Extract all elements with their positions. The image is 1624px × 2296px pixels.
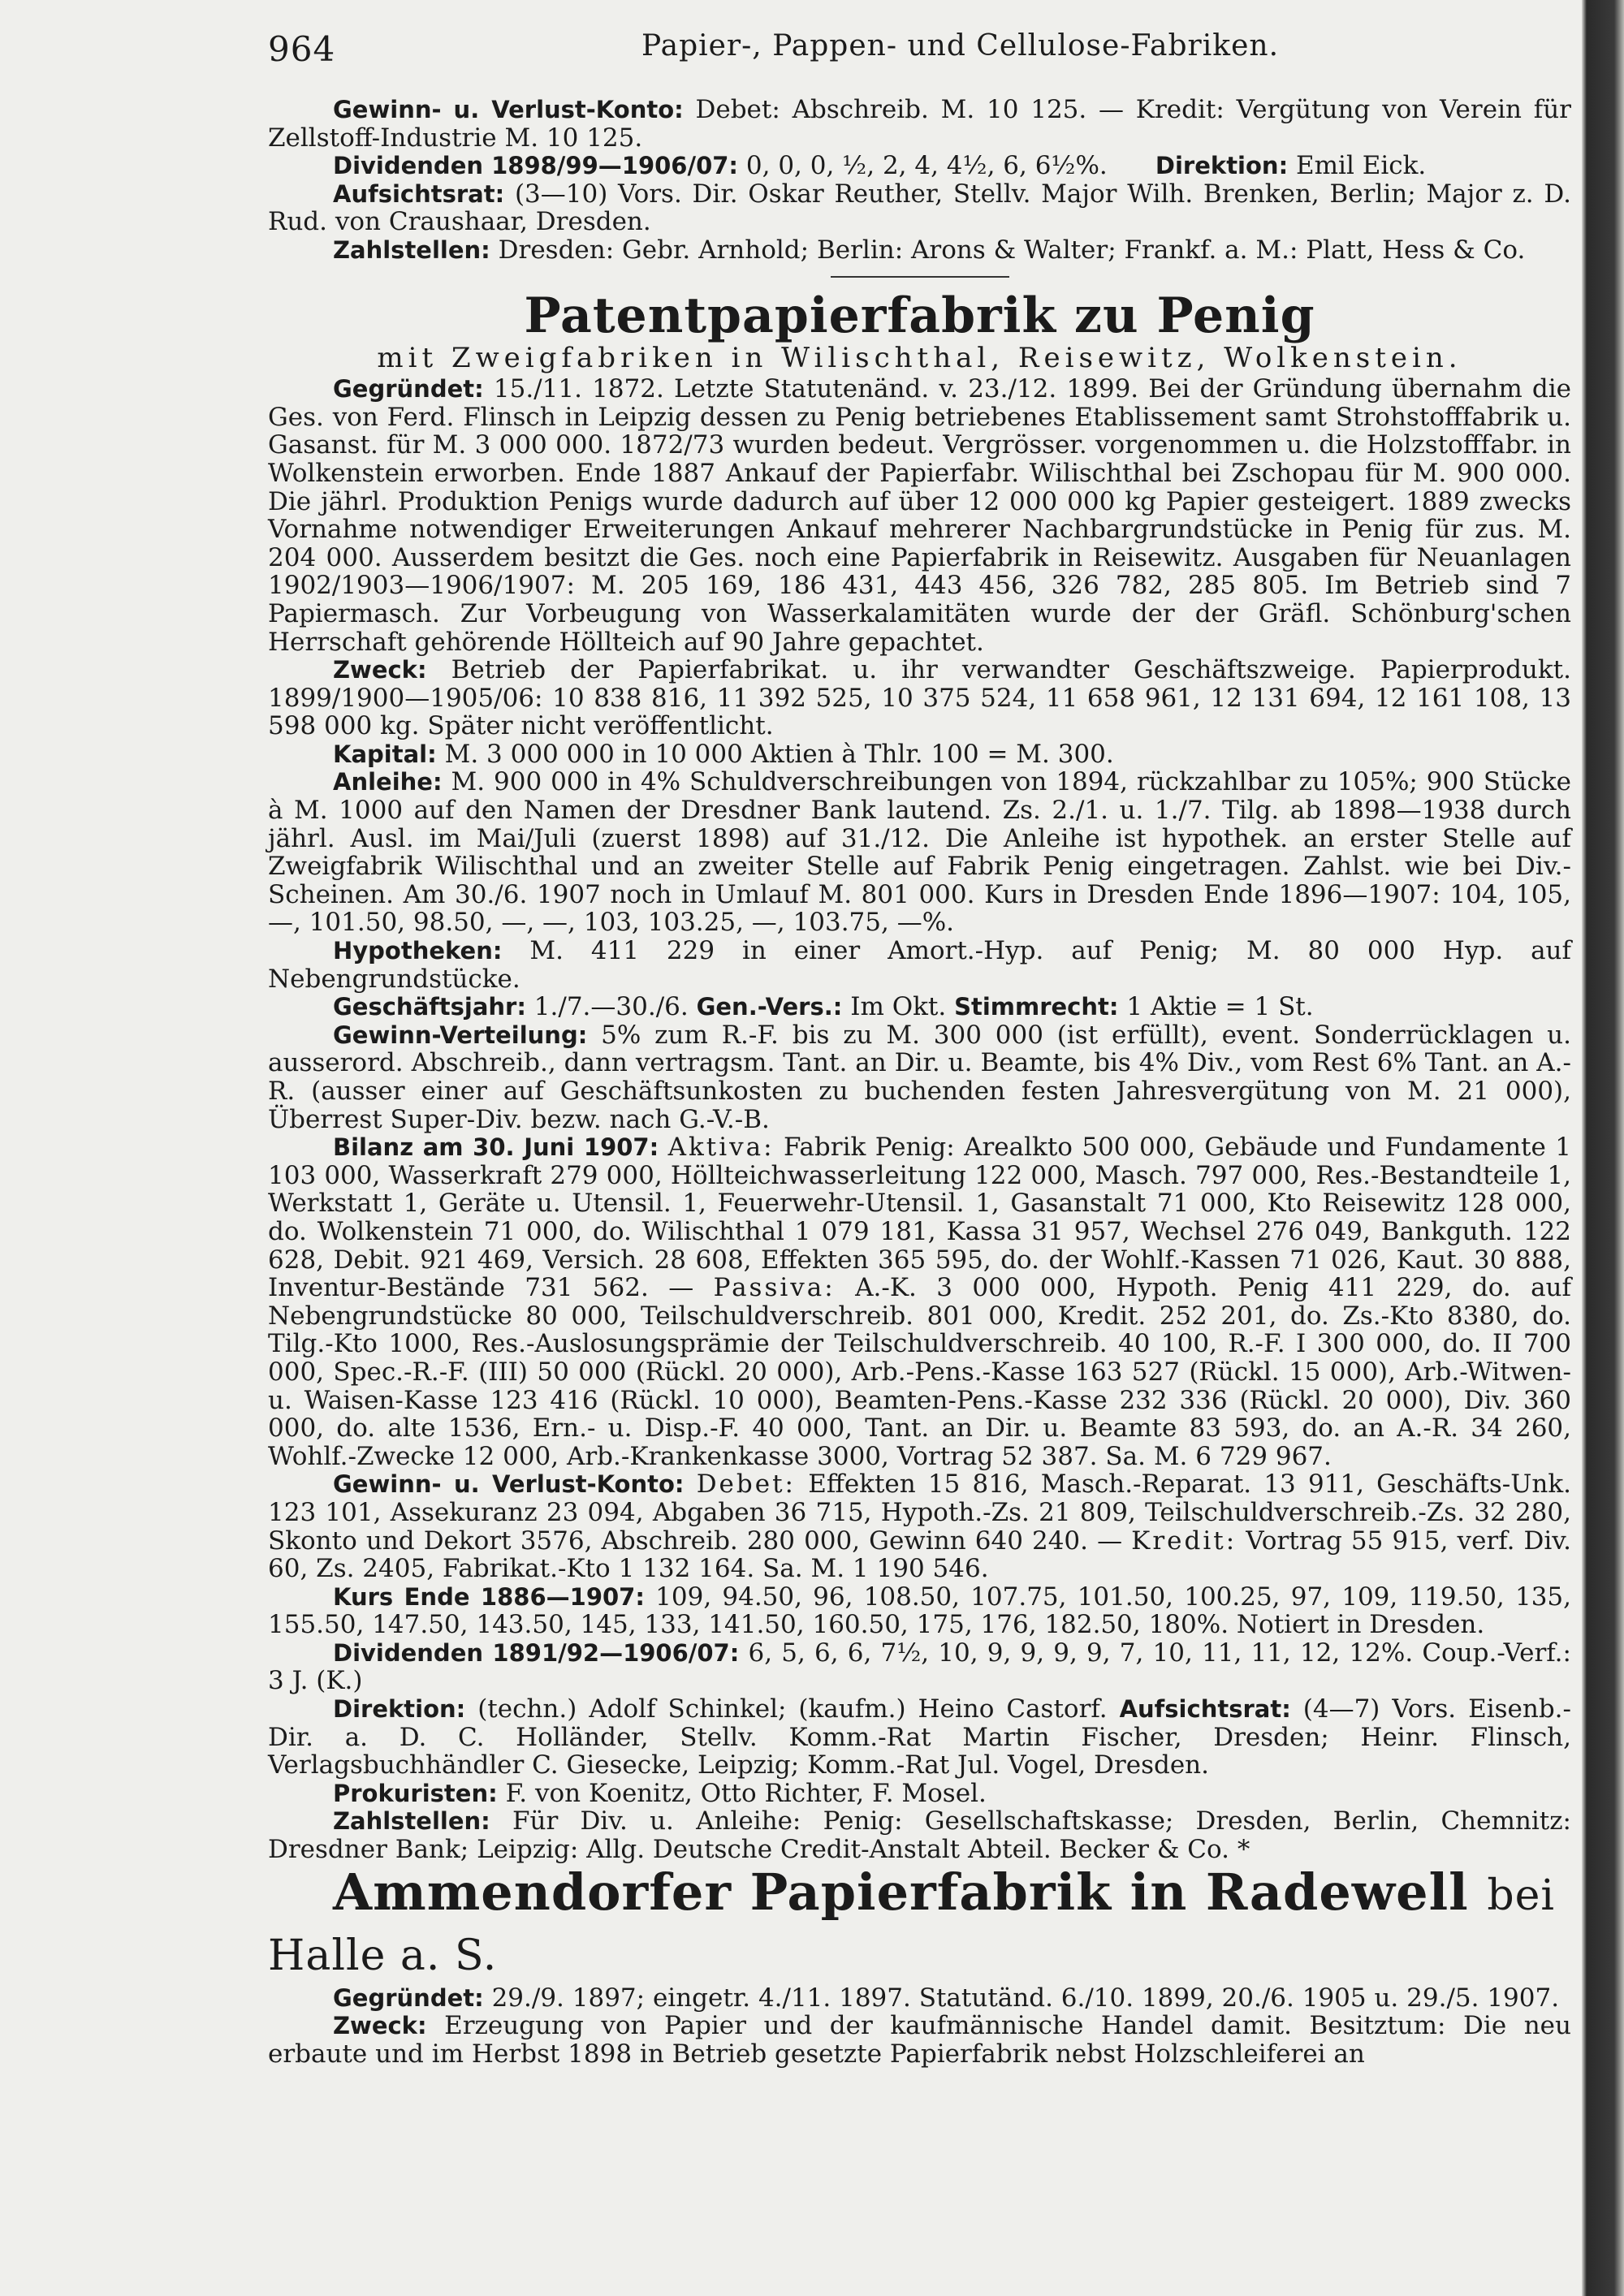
section-text: 15./11. 1872. Letzte Statutenänd. v. 23./12. 1899. Bei der Gründung übernahm die Ges. von Ferd. Flinsch in Leipzig dessen zu Penig betriebenes Etablissement samt Strohstofffabrik u. Gasanst. für M. 3 000 000. 1872/73 wurden bedeut. Vergrösser. vorgenommen u. die Holzstofffabr. in Wolkenstein erworben. Ende 1887 Ankauf der Papierfabr. Wilischthal bei Zschopau für M. 900 000. Die jährl. Produktion Penigs wurde dadurch auf über 12 000 000 kg Papier gesteigert. 1889 zwecks Vornahme notwendiger Erweiterungen Ankauf mehrerer Nachbargrundstücke in Penig für zus. M. 204 000. Ausserdem besitzt die Ges. noch eine Papierfabrik in Reisewitz. Ausgaben für Neuanlagen 1902/1903—1906/1907: M. 205 169, 186 431, 443 456, 326 782, 285 805. Im Betrieb sind 7 Papiermasch. Zur Vorbeugung von Wasserkalamitäten wurde der der Gräfl. Schönburg'schen Herrschaft gehörende Höllteich auf 90 Jahre gepachtet. (268, 374, 1572, 657)
running-title: Papier-, Pappen- und Cellulose-Fabriken. (641, 29, 1280, 63)
zweck-2 (268, 2012, 1571, 2068)
section-label: Geschäftsjahr: (333, 993, 526, 1021)
section-text: 109, 94.50, 96, 108.50, 107.75, 101.50, 100.25, 97, 109, 119.50, 135, 155.50, 147.50, 143.50, 145, 133, 141.50, 160.50, 175, 176, 182.50, 180%. Notiert in Dresden. (268, 1582, 1571, 1640)
section-label: Kurs Ende 1886—1907: (333, 1582, 645, 1611)
section-text: (4—7) Vors. Eisenb.-Dir. a. D. C. Holländer, Stellv. Komm.-Rat Martin Fischer, Dresden; Heinr. Flinsch, Verlagsbuchhändler C. Giesecke, Leipzig; Komm.-Rat Jul. Vogel, Dresden. (268, 1694, 1572, 1780)
section-text: Betrieb der Papierfabrikat. u. ihr verwandter Geschäftszweige. Papierprodukt. 1899/1900—1905/06: 10 838 816, 11 392 525, 10 375 524, 11 658 961, 12 131 694, 12 161 108, 13 598 000 kg. Später nicht veröffentlicht. (268, 655, 1571, 741)
passiva-label: Passiva: (713, 1273, 836, 1303)
hypotheken (268, 937, 1571, 993)
section-label: Zahlstellen: (333, 235, 490, 264)
direktion (268, 1695, 1571, 1780)
section-text: F. von Koenitz, Otto Richter, F. Mosel. (505, 1778, 987, 1808)
zweck (268, 656, 1571, 740)
section-label: Aufsichtsrat: (333, 179, 505, 208)
section-text: 1./7.—30./6. (533, 992, 689, 1022)
section-label: Zweck: (333, 656, 427, 684)
section-label: Gegründet: (333, 375, 484, 404)
entry-title-main: Ammendorfer Papierfabrik in Radewell (333, 1862, 1469, 1922)
scan-edge-shadow (1582, 0, 1624, 2296)
section-label: Gewinn- u. Verlust-Konto: (333, 1470, 685, 1499)
section-label: Anleihe: (333, 768, 443, 796)
separator-rule (831, 276, 1009, 278)
section-text: M. 900 000 in 4% Schuldverschreibungen von 1894, rückzahlbar zu 105%; 900 Stücke à M. 1000 auf den Namen der Dresdner Bank lautend. Zs. 2./1. u. 1./7. Tilg. ab 1898—1938 durch jährl. Ausl. im Mai/Juli (zuerst 1898) auf 31./12. Die Anleihe ist hypothek. an erster Stelle auf Zweigfabrik Wilischthal und an zweiter Stelle auf Fabrik Penig eingetragen. Zahlst. wie bei Div.-Scheinen. Am 30./6. 1907 noch in Umlauf M. 801 000. Kurs in Dresden Ende 1896—1907: 104, 105, —, 101.50, 98.50, —, —, 103, 103.25, —, 103.75, —%. (268, 767, 1571, 938)
debet-label: Debet: (696, 1470, 796, 1500)
section-text: Erzeugung von Papier und der kaufmännische Handel damit. Besitztum: Die neu erbaute und im Herbst 1898 in Betrieb gesetzte Papierfabrik nebst Holzschleiferei an (268, 2011, 1571, 2069)
section-label: Dividenden 1898/99—1906/07: (333, 152, 739, 180)
section-text: (3—10) Vors. Dir. Oskar Reuther, Stellv. Major Wilh. Brenken, Berlin; Major z. D. Rud. von Craushaar, Dresden. (268, 179, 1571, 237)
section-text: Dresden: Gebr. Arnhold; Berlin: Arons & Walter; Frankf. a. M.: Platt, Hess & Co. (498, 235, 1526, 265)
section-text: Für Div. u. Anleihe: Penig: Gesellschaftskasse; Dresden, Berlin, Chemnitz: Dresdner Bank; Leipzig: Allg. Deutsche Credit-Anstalt Abteil. Becker & Co. * (268, 1806, 1571, 1865)
kapital (268, 740, 1571, 769)
section-text: M. 3 000 000 in 10 000 Aktien à Thlr. 100 = M. 300. (444, 739, 1114, 769)
section-label: Aufsichtsrat: (1119, 1695, 1291, 1724)
bilanz (268, 1133, 1571, 1470)
gewinn-verteilung (268, 1021, 1571, 1133)
section-text: Im Okt. (850, 992, 947, 1022)
geschaeftsjahr (268, 993, 1571, 1021)
section-text: Effekten 15 816, Masch.-Reparat. 13 911, Geschäfts-Unk. 123 101, Assekuranz 23 094, Abgaben 36 715, Hypoth.-Zs. 21 809, Teilschuldverschreib.-Zs. 32 280, Skonto und Dekort 3576, Abschreib. 280 000, Gewinn 640 240. — (268, 1470, 1572, 1556)
section-text: Emil Eick. (1296, 151, 1427, 181)
section-label: Kapital: (333, 740, 437, 768)
section-label: Dividenden 1891/92—1906/07: (333, 1638, 740, 1667)
section-label: Prokuristen: (333, 1779, 498, 1807)
section-text: Debet: Abschreib. M. 10 125. — Kredit: Vergütung von Verein für Zellstoff-Industrie M. 10 125. (268, 95, 1571, 153)
section-label: Hypotheken: (333, 937, 503, 965)
gewinn-verlust-konto (268, 1470, 1571, 1582)
section-label: Stimmrecht: (954, 993, 1119, 1021)
section-label: Direktion: (333, 1695, 466, 1724)
section-text: 0, 0, 0, ½, 2, 4, 4½, 6, 6½%. (745, 151, 1108, 181)
section-text: 6, 5, 6, 6, 7½, 10, 9, 9, 9, 9, 7, 10, 11, 11, 12, 12%. Coup.-Verf.: 3 J. (K.) (268, 1638, 1571, 1696)
gegruendet (268, 375, 1571, 656)
page-content (268, 96, 1571, 2068)
entry-title: Patentpapierfabrik zu Penig (524, 287, 1315, 344)
entry-title-rest: bei Halle a. S. (268, 1871, 1556, 1980)
page-number: 964 (268, 29, 336, 69)
section-label: Gewinn- u. Verlust-Konto: (333, 96, 684, 123)
kurs (268, 1583, 1571, 1639)
dividenden (268, 1639, 1571, 1695)
section-label: Gen.-Vers.: (696, 993, 843, 1021)
section-label: Gegründet: (333, 1983, 484, 2012)
gegruendet-2 (268, 1984, 1571, 2013)
prev-aufsichtsrat (268, 180, 1571, 236)
section-text: 29./9. 1897; eingetr. 4./11. 1897. Statutänd. 6./10. 1899, 20./6. 1905 u. 29./5. 1907. (491, 1983, 1560, 2013)
entry-subtitle: mit Zweigfabriken in Wilischthal, Reisewitz, Wolkenstein. (377, 341, 1462, 374)
section-text: Vortrag 55 915, verf. Div. 60, Zs. 2405, Fabrikat.-Kto 1 132 164. Sa. M. 1 190 546. (268, 1526, 1571, 1584)
section-text: (techn.) Adolf Schinkel; (kaufm.) Heino Castorf. (477, 1694, 1108, 1724)
section-text: 1 Aktie = 1 St. (1126, 992, 1314, 1022)
anleihe (268, 768, 1571, 937)
section-label: Bilanz am 30. Juni 1907: (333, 1133, 659, 1162)
section-label: Direktion: (1155, 152, 1289, 180)
prev-zahlstellen (268, 236, 1571, 265)
section-text: M. 411 229 in einer Amort.-Hyp. auf Penig; M. 80 000 Hyp. auf Nebengrundstücke. (268, 936, 1571, 994)
prev-dividenden (268, 152, 1571, 180)
section-text: Fabrik Penig: Arealkto 500 000, Gebäude und Fundamente 1 103 000, Wasserkraft 279 000, Höllteichwasserleitung 122 000, Masch. 797 000, Res.-Bestandteile 1, Werkstatt 1, Geräte u. Utensil. 1, Feuerwehr-Utensil. 1, Gasanstalt 71 000, Kto Reisewitz 128 000, do. Wolkenstein 71 000, do. Wilischthal 1 079 181, Kassa 31 957, Wechsel 276 049, Bankguth. 122 628, Debit. 921 469, Versich. 28 608, Effekten 365 595, do. der Wohlf.-Kassen 71 026, Kaut. 30 888, Inventur-Bestände 731 562. — (268, 1133, 1571, 1303)
section-label: Zahlstellen: (333, 1807, 490, 1836)
prev-gewinn-verlust (268, 96, 1571, 152)
aktiva-label: Aktiva: (667, 1133, 775, 1163)
kredit-label: Kredit: (1131, 1526, 1237, 1556)
entry-title-2 (268, 1864, 1571, 1984)
section-text: 5% zum R.-F. bis zu M. 300 000 (ist erfüllt), event. Sonderrücklagen u. ausserord. Abschreib., dann vertragsm. Tant. an Dir. u. Beamte, bis 4% Div., vom Rest 6% Tant. an A.-R. (ausser einer auf Geschäftsunkosten zu buchenden festen Jahresvergütung von M. 21 000), Überrest Super-Div. bezw. nach G.-V.-B. (268, 1020, 1571, 1134)
prokuristen (268, 1780, 1571, 1808)
section-label: Zweck: (333, 2012, 427, 2040)
section-label: Gewinn-Verteilung: (333, 1021, 588, 1049)
zahlstellen (268, 1807, 1571, 1863)
section-text: A.-K. 3 000 000, Hypoth. Penig 411 229, do. auf Nebengrundstücke 80 000, Teilschuldverschreib. 801 000, Kredit. 252 201, do. Zs.-Kto 8380, do. Tilg.-Kto 1000, Res.-Auslosungsprämie der Teilschuldverschreib. 40 100, R.-F. I 300 000, do. II 700 000, Spec.-R.-F. (III) 50 000 (Rückl. 20 000), Arb.-Pens.-Kasse 163 527 (Rückl. 15 000), Arb.-Witwen- u. Waisen-Kasse 123 416 (Rückl. 10 000), Beamten-Pens.-Kasse 232 336 (Rückl. 20 000), Div. 360 000, do. alte 1536, Ern.- u. Disp.-F. 40 000, Tant. an Dir. u. Beamte 83 593, do. an A.-R. 34 260, Wohlf.-Zwecke 12 000, Arb.-Krankenkasse 3000, Vortrag 52 387. Sa. M. 6 729 967. (268, 1273, 1571, 1471)
